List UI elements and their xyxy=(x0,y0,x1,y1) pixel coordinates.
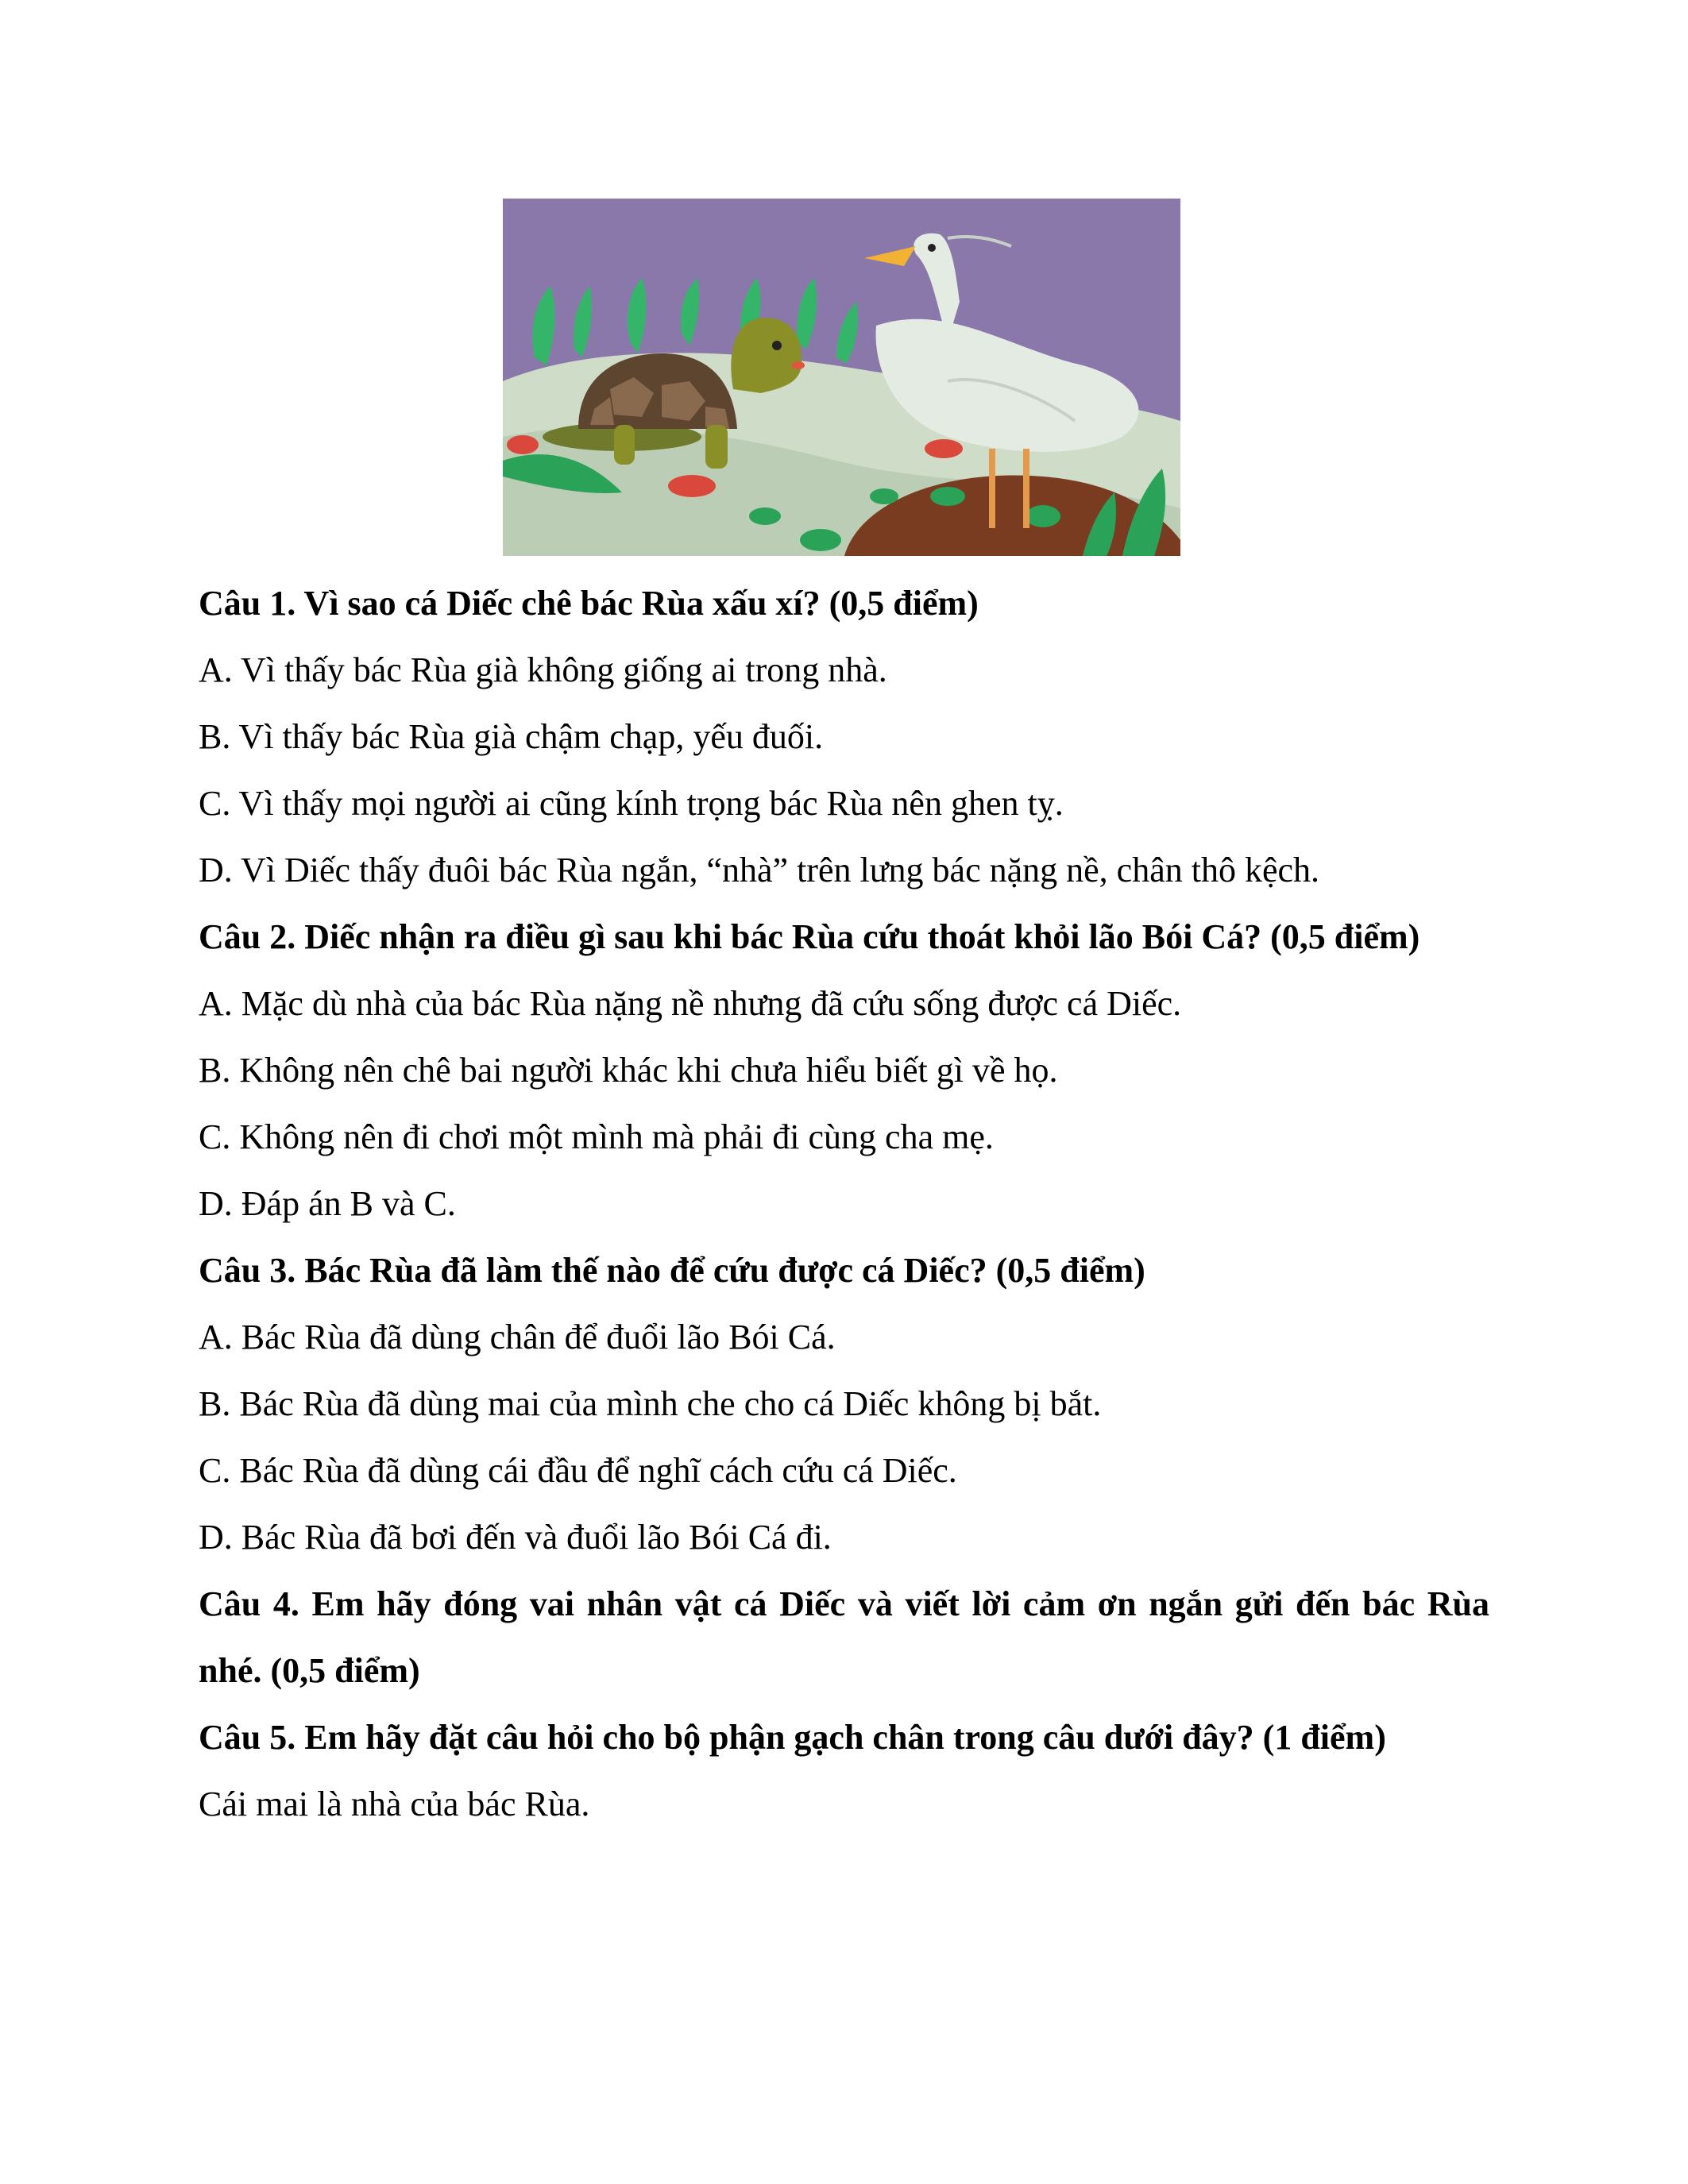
question-1-option-b: B. Vì thấy bác Rùa già chậm chạp, yếu đuối. xyxy=(199,717,824,756)
question-1-option-a: A. Vì thấy bác Rùa già không giống ai trong nhà. xyxy=(199,650,887,689)
question-2-option-c: C. Không nên đi chơi một mình mà phải đi cùng cha mẹ. xyxy=(199,1117,994,1156)
question-1-option-c: C. Vì thấy mọi người ai cũng kính trọng bác Rùa nên ghen tỵ. xyxy=(199,784,1064,823)
question-3-option-b: B. Bác Rùa đã dùng mai của mình che cho cá Diếc không bị bắt. xyxy=(199,1384,1102,1423)
question-5-title: Câu 5. Em hãy đặt câu hỏi cho bộ phận gạch chân trong câu dưới đây? (1 điểm) xyxy=(199,1718,1386,1757)
question-3-option-d: D. Bác Rùa đã bơi đến và đuổi lão Bói Cá đi. xyxy=(199,1518,832,1557)
question-2-option-b: B. Không nên chê bai người khác khi chưa hiểu biết gì về họ. xyxy=(199,1051,1058,1090)
question-5-sentence: Cái mai là nhà của bác Rùa. xyxy=(199,1785,590,1823)
story-illustration xyxy=(503,199,1180,556)
question-2-option-d: D. Đáp án B và C. xyxy=(199,1184,456,1223)
question-3-option-a: A. Bác Rùa đã dùng chân để đuổi lão Bói Cá. xyxy=(199,1318,836,1356)
question-1-option-d: D. Vì Diếc thấy đuôi bác Rùa ngắn, “nhà” trên lưng bác nặng nề, chân thô kệch. xyxy=(199,851,1320,889)
question-list xyxy=(199,570,1489,1838)
question-3-option-c: C. Bác Rùa đã dùng cái đầu để nghĩ cách cứu cá Diếc. xyxy=(199,1451,957,1490)
question-1-title: Câu 1. Vì sao cá Diếc chê bác Rùa xấu xí? (0,5 điểm) xyxy=(199,584,979,623)
question-3-title: Câu 3. Bác Rùa đã làm thế nào để cứu được cá Diếc? (0,5 điểm) xyxy=(199,1251,1145,1290)
question-2-title: Câu 2. Diếc nhận ra điều gì sau khi bác Rùa cứu thoát khỏi lão Bói Cá? (0,5 điểm) xyxy=(199,917,1420,956)
question-2-option-a: A. Mặc dù nhà của bác Rùa nặng nề nhưng đã cứu sống được cá Diếc. xyxy=(199,984,1182,1023)
question-4-title: Câu 4. Em hãy đóng vai nhân vật cá Diếc và viết lời cảm ơn ngắn gửi đến bác Rùa nhé. (0,5 điểm) xyxy=(199,1584,1489,1690)
